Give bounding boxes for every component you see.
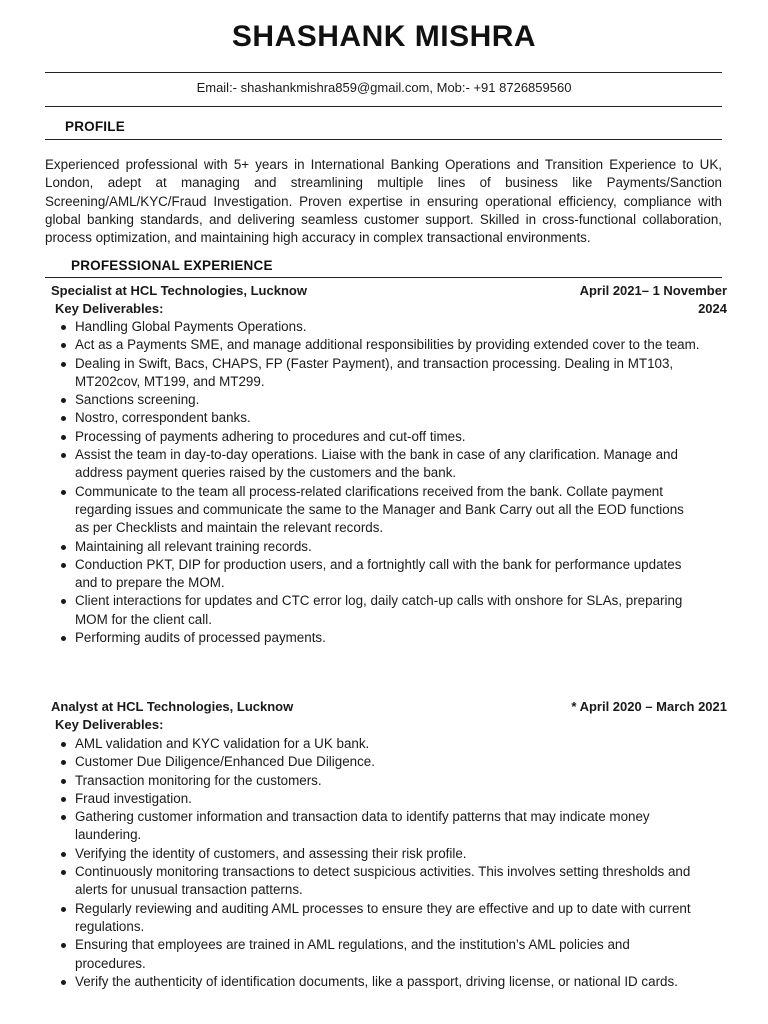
deliverable-item: Fraud investigation. (75, 790, 700, 808)
deliverable-item: Maintaining all relevant training records. (75, 538, 700, 556)
deliverable-item: Sanctions screening. (75, 391, 700, 409)
deliverable-item: Handling Global Payments Operations. (75, 318, 700, 336)
deliverable-item: Verifying the identity of customers, and assessing their risk profile. (75, 845, 700, 863)
specialist-deliverables-list (75, 318, 700, 647)
deliverable-item: Ensuring that employees are trained in AML regulations, and the institution’s AML policies and procedures. (75, 936, 700, 973)
job-date-line1: * April 2020 – March 2021 (571, 699, 727, 714)
job-title-specialist: Specialist at HCL Technologies, Lucknow (51, 283, 307, 298)
deliverable-item: Regularly reviewing and auditing AML processes to ensure they are effective and up to date with current regulations. (75, 900, 700, 937)
header-divider-top (45, 72, 722, 73)
job-date-line1: April 2021– 1 November (579, 283, 727, 298)
profile-summary: Experienced professional with 5+ years in International Banking Operations and Transition Experience to UK, London, adept at managing and streamlining multiple lines of business like Payments/Sanction Screening/AML/KYC/Fraud Investigation. Proven expertise in ensuring operational efficiency, compliance with global banking standards, and delivering seamless customer support. Skilled in cross-functional collaboration, process optimization, and maintaining high accuracy in complex transactional environments. (45, 157, 722, 246)
contact-line: Email:- shashankmishra859@gmail.com, Mob:- +91 8726859560 (196, 80, 572, 95)
deliverable-item: Gathering customer information and transaction data to identify patterns that may indicate money laundering. (75, 808, 700, 845)
deliverable-item: AML validation and KYC validation for a UK bank. (75, 735, 700, 753)
header-divider-bottom (45, 106, 722, 107)
deliverable-item: Verify the authenticity of identification documents, like a passport, driving license, or national ID cards. (75, 973, 700, 991)
deliverable-item: Performing audits of processed payments. (75, 629, 700, 647)
deliverable-item: Processing of payments adhering to procedures and cut-off times. (75, 428, 700, 446)
deliverable-item: Assist the team in day-to-day operations. Liaise with the bank in case of any clarification. Manage and address payment queries raised by the customers and the bank. (75, 446, 700, 483)
deliverable-item: Transaction monitoring for the customers. (75, 772, 700, 790)
analyst-deliverables-list (75, 735, 700, 991)
experience-heading: PROFESSIONAL EXPERIENCE (71, 258, 273, 273)
experience-divider (45, 277, 722, 278)
profile-divider (45, 139, 722, 140)
key-deliverables-label: Key Deliverables: (55, 717, 164, 732)
job-date-analyst (571, 698, 727, 716)
job-date-line2: 2024 (698, 301, 727, 317)
deliverable-item: Communicate to the team all process-related clarifications received from the bank. Collate payment regarding issues and communicate the same to the Manager and Bank Carry out all the EOD functions as per Checklists and maintain the relevant records. (75, 483, 700, 538)
deliverable-item: Dealing in Swift, Bacs, CHAPS, FP (Faster Payment), and transaction processing. Dealing in MT103, MT202cov, MT199, and MT299. (75, 355, 700, 392)
job-date-specialist (580, 282, 727, 319)
deliverable-item: Act as a Payments SME, and manage additional responsibilities by providing extended cover to the team. (75, 336, 700, 354)
deliverable-item: Client interactions for updates and CTC error log, daily catch-up calls with onshore for SLAs, preparing MOM for the client call. (75, 592, 700, 629)
deliverable-item: Continuously monitoring transactions to detect suspicious activities. This involves setting thresholds and alerts for unusual transaction patterns. (75, 863, 700, 900)
job-title-analyst: Analyst at HCL Technologies, Lucknow (51, 699, 294, 714)
deliverable-item: Conduction PKT, DIP for production users, and a fortnightly call with the bank for performance updates and to prepare the MOM. (75, 556, 700, 593)
key-deliverables-label: Key Deliverables: (55, 301, 164, 316)
profile-heading: PROFILE (65, 119, 125, 134)
deliverable-item: Nostro, correspondent banks. (75, 409, 700, 427)
candidate-name: SHASHANK MISHRA (231, 20, 537, 53)
deliverable-item: Customer Due Diligence/Enhanced Due Diligence. (75, 753, 700, 771)
